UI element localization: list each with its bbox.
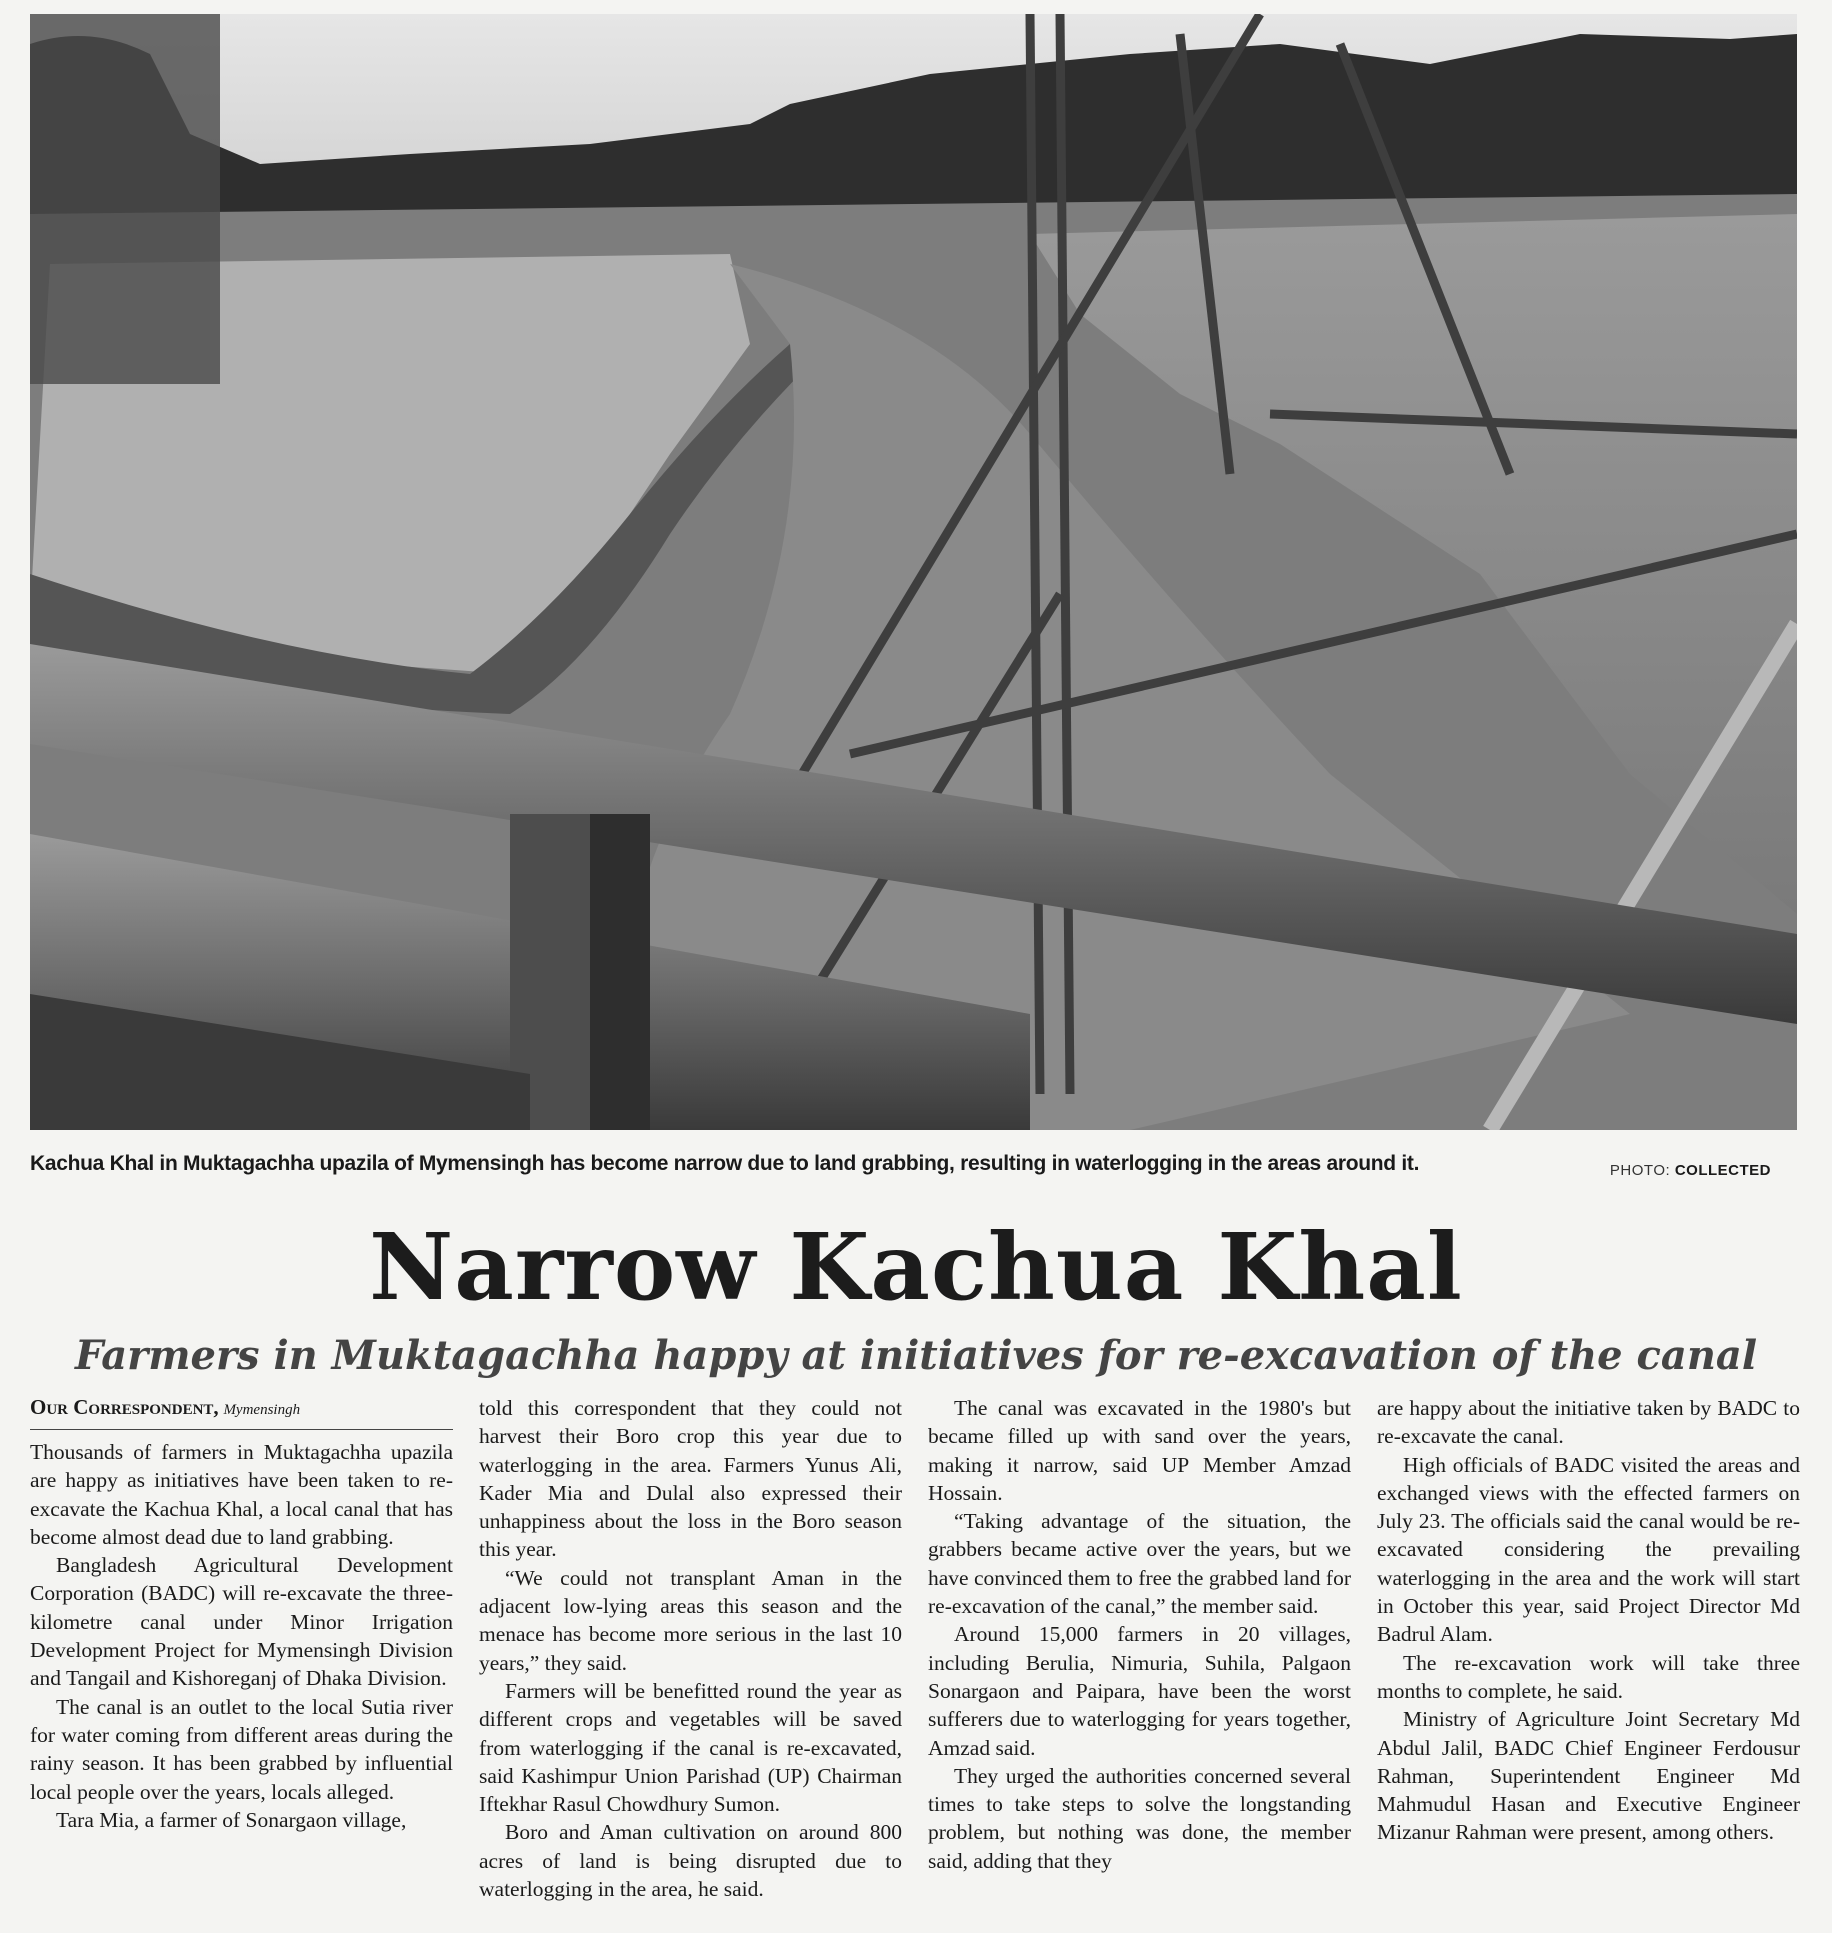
photo-caption-row <box>30 1152 1797 1192</box>
paragraph: Around 15,000 farmers in 20 villages, including Berulia, Nimuria, Suhila, Palgaon Sonargaon and Paipara, have been the worst sufferers due to waterlogging for years together, Amzad said. <box>928 1622 1351 1760</box>
paragraph: Thousands of farmers in Muktagachha upazila are happy as initiatives have been taken to re-excavate the Kachua Khal, a local canal that has become almost dead due to land grabbing. <box>30 1440 453 1549</box>
article-column-1 <box>30 1394 453 1933</box>
article-column-2 <box>479 1394 902 1933</box>
paragraph: are happy about the initiative taken by BADC to re-excavate the canal. <box>1377 1396 1800 1449</box>
canal-photo <box>30 14 1797 1130</box>
paragraph: High officials of BADC visited the areas and exchanged views with the effected farmers on July 23. The officials said the canal would be re-excavated considering the prevailing waterlogging in the area and the work will start in October this year, said Project Director Md Badrul Alam. <box>1377 1452 1800 1647</box>
photo-credit-label: PHOTO: <box>1609 1162 1671 1179</box>
article-subheadline: Farmers in Muktagachha happy at initiatives for re-excavation of the canal <box>74 1332 1758 1379</box>
paragraph: Bangladesh Agricultural Development Corporation (BADC) will re-excavate the three-kilometre canal under Minor Irrigation Development Project for Mymensingh Division and Tangail and Kishoreganj of Dhaka Division. <box>30 1553 453 1691</box>
paragraph: Tara Mia, a farmer of Sonargaon village, <box>56 1807 407 1832</box>
article-headline: Narrow Kachua Khal <box>369 1213 1463 1321</box>
paragraph: told this correspondent that they could not harvest their Boro crop this year due to waterlogging in the area. Farmers Yunus Ali, Kader Mia and Dulal also expressed their unhappiness about the loss in the Boro season this year. <box>479 1396 902 1562</box>
paragraph: Ministry of Agriculture Joint Secretary Md Abdul Jalil, BADC Chief Engineer Ferdousur Rahman, Superintendent Engineer Md Mahmudul Hasan and Executive Engineer Mizanur Rahman were present, among others. <box>1377 1707 1800 1845</box>
byline <box>30 1394 453 1430</box>
photo-caption: Kachua Khal in Muktagachha upazila of Mymensingh has become narrow due to land grabbing, resulting in waterlogging in the areas around it. <box>30 1152 1420 1175</box>
paragraph: The re-excavation work will take three months to complete, he said. <box>1377 1650 1800 1703</box>
article-column-4 <box>1377 1394 1800 1933</box>
paragraph: “We could not transplant Aman in the adjacent low-lying areas this season and the menace has become more serious in the last 10 years,” they said. <box>479 1565 902 1675</box>
paragraph: Farmers will be benefitted round the year as different crops and vegetables will be saved from waterlogging if the canal is re-excavated, said Kashimpur Union Parishad (UP) Chairman Iftekhar Rasul Chowdhury Sumon. <box>479 1678 902 1817</box>
paragraph: The canal was excavated in the 1980's but became filled up with sand over the years, making it narrow, said UP Member Amzad Hossain. <box>928 1396 1351 1505</box>
paragraph: “Taking advantage of the situation, the grabbers became active over the years, but we have convinced them to free the grabbed land for re-excavation of the canal,” the member said. <box>928 1509 1351 1619</box>
byline-place: Mymensingh <box>223 1402 301 1418</box>
photo-credit <box>1610 1162 1771 1179</box>
article-body <box>30 1394 1800 1933</box>
canal-bridge-illustration <box>30 14 1797 1130</box>
paragraph: The canal is an outlet to the local Sutia river for water coming from different areas during the rainy season. It has been grabbed by influential local people over the years, locals alleged. <box>30 1694 453 1804</box>
byline-name: Our Correspondent, <box>30 1395 219 1419</box>
paragraph: They urged the authorities concerned several times to take steps to solve the longstanding problem, but nothing was done, the member said, adding that they <box>928 1763 1351 1873</box>
photo-credit-source: COLLECTED <box>1674 1162 1771 1179</box>
article-column-3 <box>928 1394 1351 1933</box>
paragraph: Boro and Aman cultivation on around 800 acres of land is being disrupted due to waterlogging in the area, he said. <box>479 1820 902 1902</box>
